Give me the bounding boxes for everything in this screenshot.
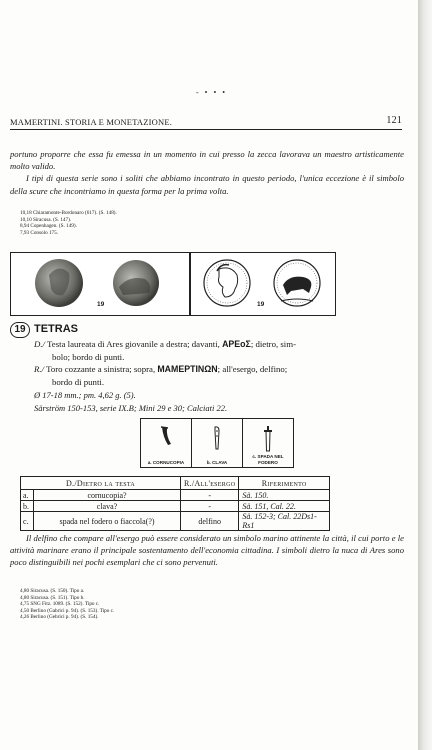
obverse-line-cont: bolo; bordo di punti. (52, 351, 125, 362)
ref-line: 7,93 Consolo 175. (20, 229, 59, 236)
ref-line: 4,26 Berlino (Gebrici p. 94). (S. 154). (20, 614, 99, 621)
symbol-cell: a. CORNUCOPIA (141, 419, 192, 467)
col-header-ref: Riferimento (239, 477, 330, 490)
col-header-back: D./Dietro la testa (21, 477, 181, 490)
col-header-exergue: R./All'esergo (181, 477, 239, 490)
symbol-cell: b. CLAVA (192, 419, 243, 467)
symbol-cell: c. SPADA NEL FODERO (243, 419, 293, 467)
header-title: MAMERTINI. STORIA E MONETAZIONE. (10, 117, 173, 127)
intro-line-2: I tipi di questa serie sono i soliti che abbiamo incontrato in questo periodo, l'unica eccezione è il simbolo della scure che incontriamo in questa forma per la prima volta. (10, 173, 404, 196)
table-row: c. spada nel fodero o fiaccola(?) delfino Sä. 152-3; Cal. 22Ds1-Rs1 (21, 512, 330, 531)
coin-drawing-label: 19 (257, 301, 265, 308)
intro-paragraph (10, 148, 404, 197)
ref-line: 4,50 Berlino (Gabrici p. 94). (S. 153). Tipo c. (20, 607, 115, 614)
coin-drawing-box (190, 252, 336, 316)
top-marks: - • • • (196, 88, 228, 97)
table-row: a. cornucopia? - Sä. 150. (21, 490, 330, 501)
ref-line: 4,80 Siracusa. (S. 150). Tipo a. (20, 588, 85, 594)
ref-line: 10,18 Chiaramonte-Bordonaro (617). (S. 148). (20, 210, 117, 216)
section-number: 19 (10, 322, 30, 338)
club-icon (211, 425, 223, 451)
sword-icon (261, 425, 275, 453)
reverse-line: R./ Toro cozzante a sinistra; sopra, ΜΑΜΕΡΤΙΝΩΝ; all'esergo, delfino; (34, 364, 288, 374)
coin-description (34, 338, 404, 388)
coin-photo-label: 19 (97, 301, 105, 308)
ref-line: 8,94 Copenhagen. (S. 149). (20, 223, 77, 230)
page-number: 121 (386, 115, 402, 126)
symbols-table (140, 418, 294, 468)
intro-line-1: portuno proporre che essa fu emessa in un momento in cui presso la zecca lavorava un maestro artisticamente molto valido. (10, 149, 404, 172)
running-header (10, 117, 402, 130)
outro-paragraph: Il delfino che compare all'esergo può essere considerato un simbolo marino attinente la città, il cui porto e le attività marinare erano il principale sostentamento dell'economia cittadina. I simboli dietro la nuca di Ares sono poco distinguibili nei pochi esemplari che ci sono pervenuti. (10, 533, 404, 568)
variants-table (20, 476, 330, 531)
section-title: TETRAS (34, 323, 78, 335)
specimen-refs-top (20, 210, 117, 236)
table-row: b. clava? - Sä. 151, Cal. 22. (21, 501, 330, 512)
ref-line: 10,10 Siracusa. (S. 147). (20, 216, 72, 223)
measurements: Ø 17-18 mm.; pm. 4,62 g. (5). (34, 390, 136, 400)
table-header-row (21, 477, 330, 490)
specimen-refs-bottom (20, 588, 114, 621)
ref-line: 4,75 SNG Fitz. 1089. (S. 152). Tipo c. (20, 601, 100, 608)
reverse-line-cont: bordo di punti. (52, 376, 105, 387)
page-edge (418, 0, 432, 750)
cornucopia-icon (159, 425, 173, 449)
coin-photo-box (10, 252, 190, 316)
obverse-line: D./ Testa laureata di Ares giovanile a destra; davanti, ΑΡΕοΣ; dietro, sim- (34, 339, 297, 349)
bibliography: Särström 150-153, serie IX.B; Mini 29 e 30; Calciati 22. (34, 403, 228, 413)
ref-line: 4,80 Siracusa. (S. 151). Tipo b. (20, 594, 85, 601)
section-heading (10, 322, 78, 338)
